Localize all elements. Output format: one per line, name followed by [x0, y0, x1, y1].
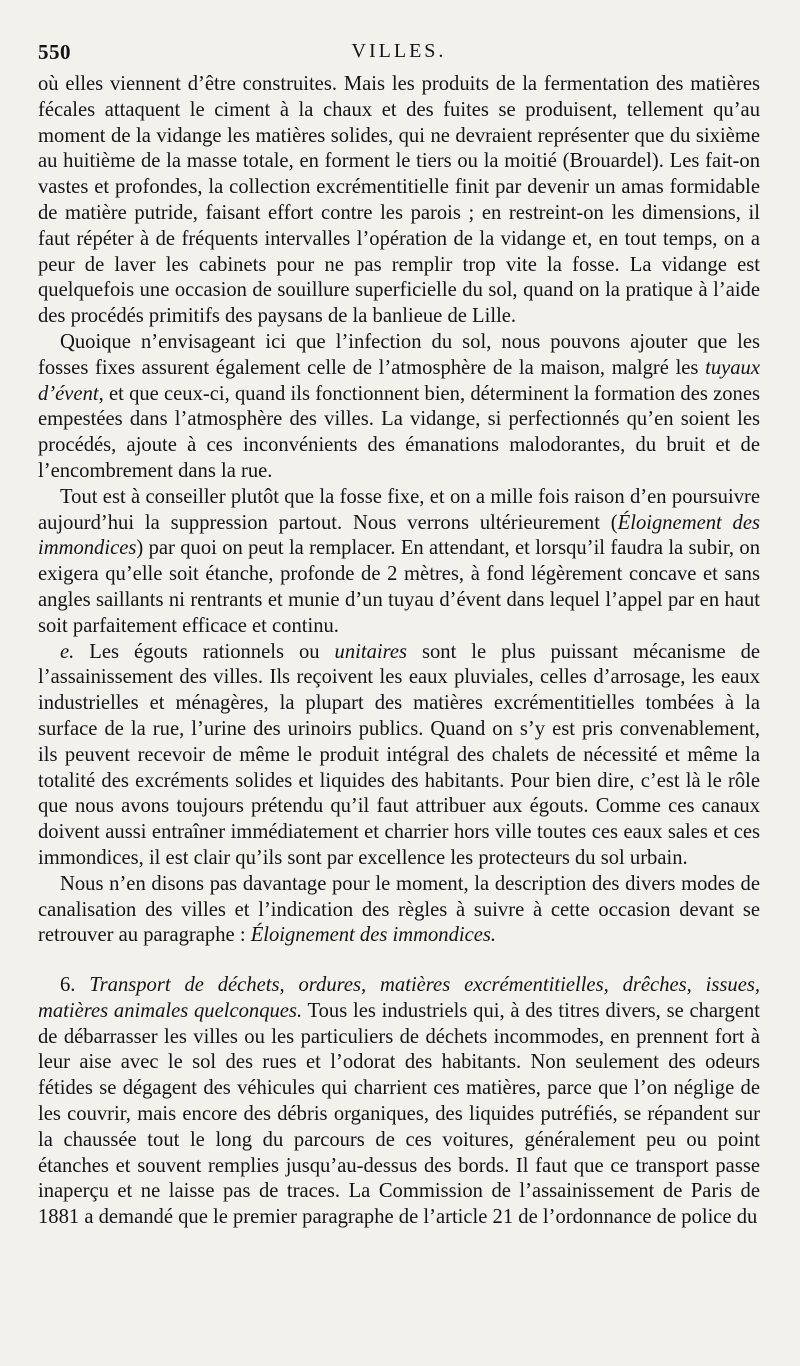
page-number: 550	[38, 40, 71, 64]
text-run: Les égouts rationnels ou	[74, 640, 335, 663]
italic-text: Éloignement des immondices	[38, 511, 761, 560]
text-run: où elles viennent d’être construites. Mais les produits de la fermentation des matières fécales attaquent le ciment à la chaux et des fuites se produisent, tellement qu’au moment de la vidange les matières solides, qui ne devraient représenter que du sixième au huitième de la masse totale, en forment le tiers ou la moitié (Brouardel). Les fait-on vastes et profondes, la collection excrémentitielle finit par devenir un amas formidable de matière putride, faisant effort contre les parois ; en restreint-on les dimensions, il faut répéter à de fréquents intervalles l’opération de la vidange et, en tout temps, on a peur de laver les cabinets pour ne pas remplir trop vite la fosse. La vidange est quelquefois une occasion de souillure superficielle du sol, quand on la pratique à l’aide des procédés primitifs des paysans de la banlieue de Lille.	[38, 73, 760, 328]
text-run: , et que ceux-ci, quand ils fonctionnent bien, déterminent la formation des zones empestées dans l’atmosphère des villes. La vidange, si perfectionnés qu’en soient les procédés, ajoute à ces inconvénients des émanations malodorantes, du bruit et de l’encombrement dans la rue.	[38, 382, 760, 482]
italic-text: e.	[60, 640, 75, 663]
text-run: sont le plus puissant mécanisme de l’assainissement des villes. Ils reçoivent les eaux pluviales, celles d’arrosage, les eaux industrielles et ménagères, la plupart des matières excrémentitielles tombées à la surface de la rue, l’urine des urinoirs publics. Quand on s’y est pris convenablement, ils peuvent recevoir de même le produit intégral des chalets de nécessité et même la totalité des excréments solides et liquides des habitants. Pour bien dire, c’est là le rôle que nous avons toujours prétendu qu’il faut attribuer aux égouts. Comme ces canaux doivent aussi entraîner immédiatement et charrier hors ville toutes ces eaux sales et ces immondices, il est clair qu’ils sont par excellence les protecteurs du sol urbain.	[38, 640, 761, 869]
text-run: ) par quoi on peut la remplacer. En attendant, et lorsqu’il faudra la subir, on exigera qu’elle soit étanche, profonde de 2 mètres, à fond légèrement concave et sans angles saillants ni rentrants et munie d’un tuyau d’évent dans lequel l’appel par en haut soit parfaitement efficace et continu.	[38, 537, 760, 637]
paragraph-sewers	[38, 640, 760, 872]
paragraph-continuation	[38, 72, 760, 330]
text-run: Tout est à conseiller plutôt que la fosse fixe, et on a mille fois raison d’en poursuivre aujourd’hui la suppression partout. Nous verrons ultérieurement (	[38, 485, 760, 534]
page-header	[38, 36, 760, 72]
text-run: 6.	[60, 974, 90, 997]
paragraph-air-infection	[38, 330, 760, 485]
page-body	[38, 72, 760, 1231]
paragraph-transport-section	[38, 973, 760, 1231]
paragraph-canalisation	[38, 872, 760, 949]
italic-text: tuyaux d’évent	[38, 356, 760, 405]
text-run: Quoique n’envisageant ici que l’infection du sol, nous pouvons ajouter que les fosses fixes assurent également celle de l’atmosphère de la maison, malgré les	[38, 330, 760, 379]
italic-text: Éloignement des immondices.	[250, 924, 497, 947]
paragraph-fixed-pit	[38, 485, 760, 640]
running-title: VILLES.	[351, 40, 447, 62]
text-run: Nous n’en disons pas davantage pour le moment, la description des divers modes de canalisation des villes et l’indication des règles à suivre à cette occasion devant se retrouver au paragraphe :	[38, 872, 760, 947]
text-run: Tous les industriels qui, à des titres divers, se chargent de débarrasser les villes ou les particuliers de déchets incommodes, en prennent fort à leur aise avec le sol des rues et l’odorat des habitants. Non seulement des odeurs fétides se dégagent des véhicules qui charrient ces matières, parce que l’on néglige de les couvrir, mais encore des débris organiques, des liquides putréfiés, se répandent sur la chaussée tout le long du parcours de ces voitures, généralement peu ou point étanches et souvent remplies jusqu’au-dessus des bords. Il faut que ce transport passe inaperçu et ne laisse pas de traces. La Commission de l’assainissement de Paris de 1881 a demandé que le premier paragraphe de l’article 21 de l’ordonnance de police du	[38, 999, 760, 1229]
italic-text: unitaires	[334, 640, 407, 663]
italic-text: Transport de déchets, ordures, matières excrémentitielles, drêches, issues, matières animales quelconques.	[38, 974, 760, 1022]
